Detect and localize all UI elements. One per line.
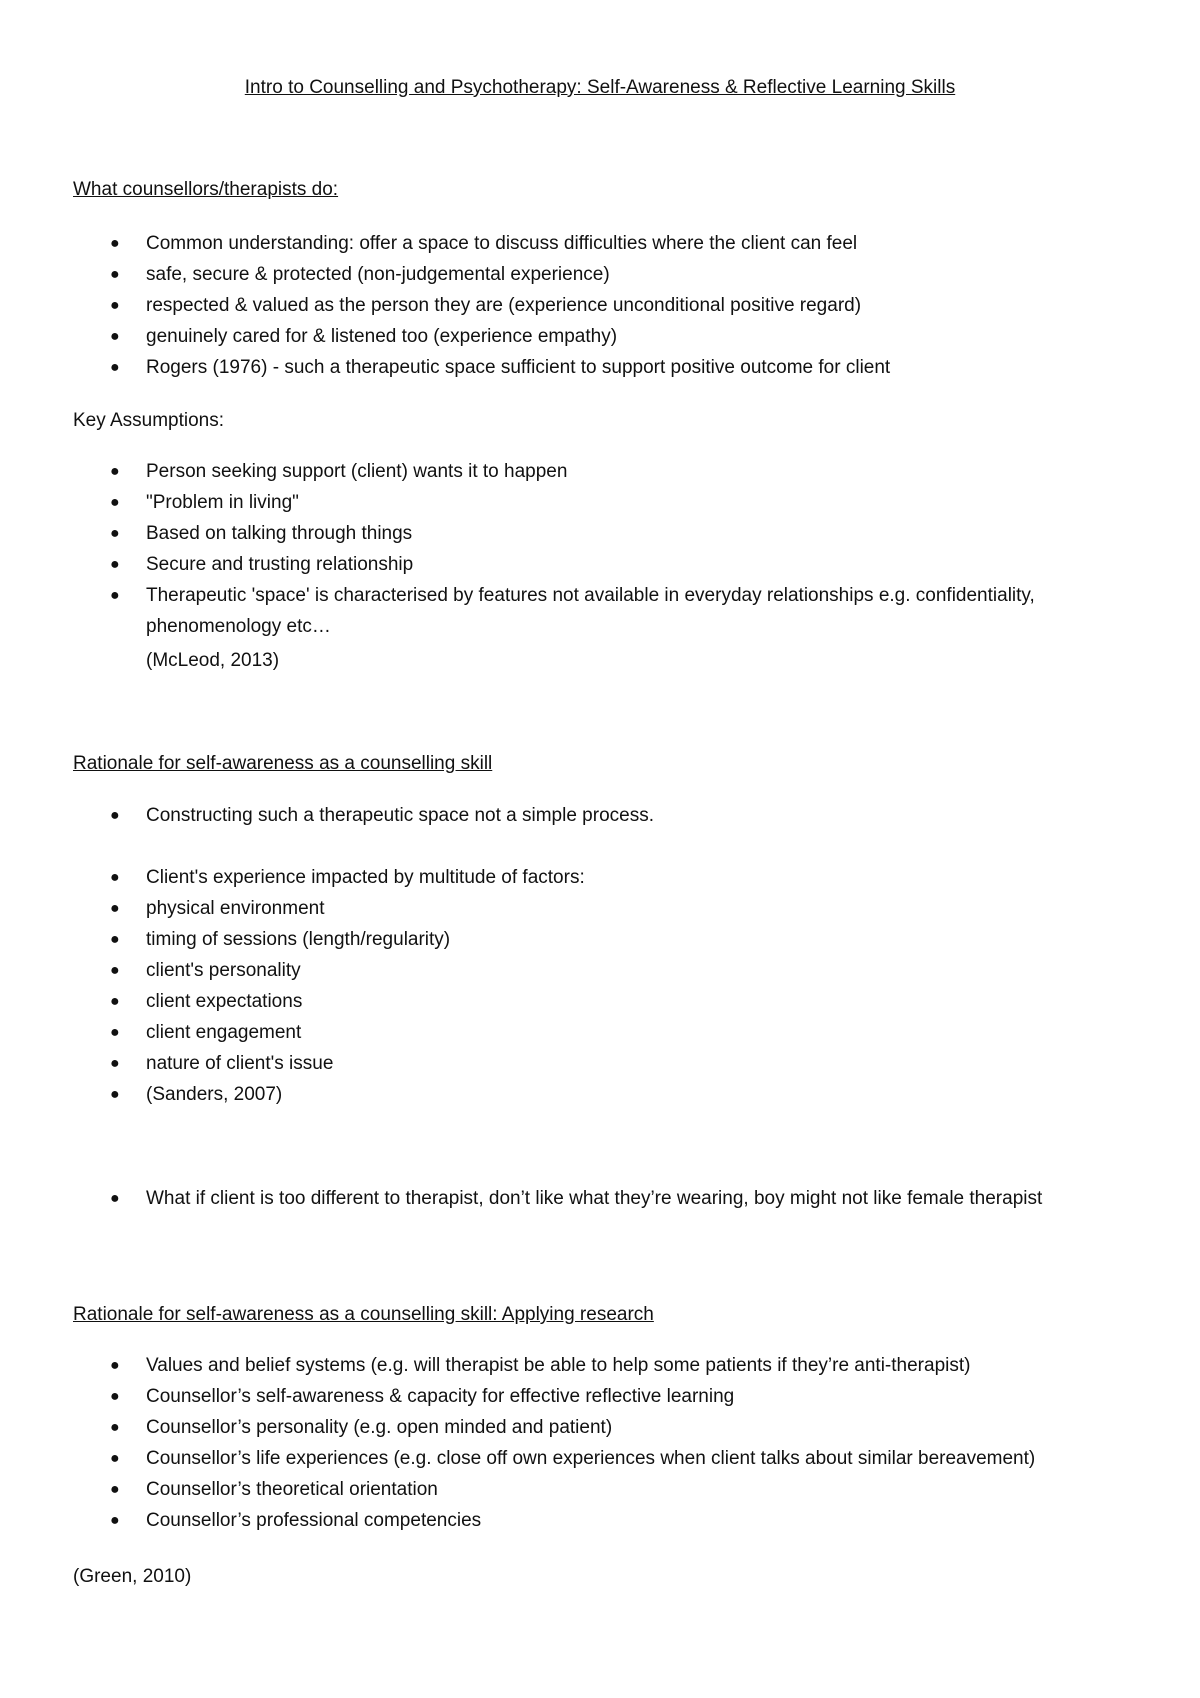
bullet-icon: ● xyxy=(110,556,120,573)
list-item: ● client expectations xyxy=(0,986,1156,1017)
bullet-icon: ● xyxy=(110,1481,120,1498)
citation-mcleod: (McLeod, 2013) xyxy=(146,650,280,671)
bullet-icon: ● xyxy=(110,900,120,917)
list-item: ● Counsellor’s life experiences (e.g. close off own experiences when client talks about similar bereavement) xyxy=(0,1443,1156,1474)
bullet-icon: ● xyxy=(110,1388,120,1405)
list-item: ● Counsellor’s personality (e.g. open minded and patient) xyxy=(0,1412,1156,1443)
list-item: ● Counsellor’s professional competencies xyxy=(0,1505,1156,1536)
list-applying-research xyxy=(0,1350,1156,1536)
list-item: ● Therapeutic 'space' is characterised by features not available in everyday relationships e.g. confidentiality, phenomenology etc… xyxy=(0,580,1106,642)
list-item: ● (Sanders, 2007) xyxy=(0,1079,1156,1110)
bullet-icon: ● xyxy=(110,494,120,511)
list-item: ● Secure and trusting relationship xyxy=(0,549,1156,580)
list-item: ● physical environment xyxy=(0,893,1156,924)
bullet-icon: ● xyxy=(110,931,120,948)
document-title: Intro to Counselling and Psychotherapy: Self-Awareness & Reflective Learning Skills xyxy=(244,77,956,98)
list-item: ● Counsellor’s self-awareness & capacity for effective reflective learning xyxy=(0,1381,1156,1412)
list-item: ● nature of client's issue xyxy=(0,1048,1156,1079)
heading-applying-research: Rationale for self-awareness as a counselling skill: Applying research xyxy=(73,1304,654,1325)
bullet-icon: ● xyxy=(110,1024,120,1041)
list-item: ● Counsellor’s theoretical orientation xyxy=(0,1474,1156,1505)
list-item: ● timing of sessions (length/regularity) xyxy=(0,924,1156,955)
list-rationale-a xyxy=(0,800,1156,831)
bullet-icon: ● xyxy=(110,1190,120,1207)
list-key-assumptions xyxy=(0,456,1156,642)
list-item: ● Person seeking support (client) wants it to happen xyxy=(0,456,1156,487)
bullet-icon: ● xyxy=(110,1450,120,1467)
bullet-icon: ● xyxy=(110,525,120,542)
bullet-icon: ● xyxy=(110,807,120,824)
bullet-icon: ● xyxy=(110,1512,120,1529)
list-item: ● Rogers (1976) - such a therapeutic space sufficient to support positive outcome for client xyxy=(0,352,1156,383)
heading-what-counsellors-do: What counsellors/therapists do: xyxy=(73,179,339,200)
heading-rationale: Rationale for self-awareness as a counselling skill xyxy=(73,753,493,774)
bullet-icon: ● xyxy=(110,1419,120,1436)
list-item: ● Values and belief systems (e.g. will therapist be able to help some patients if they’re anti-therapist) xyxy=(0,1350,1156,1381)
bullet-icon: ● xyxy=(110,993,120,1010)
list-item: ● client engagement xyxy=(0,1017,1156,1048)
bullet-icon: ● xyxy=(110,266,120,283)
list-item: ● Common understanding: offer a space to discuss difficulties where the client can feel xyxy=(0,228,1156,259)
list-item: ● respected & valued as the person they are (experience unconditional positive regard) xyxy=(0,290,1156,321)
list-item: ● Constructing such a therapeutic space not a simple process. xyxy=(0,800,1156,831)
bullet-icon: ● xyxy=(110,1055,120,1072)
citation-green: (Green, 2010) xyxy=(73,1566,192,1587)
list-item: ● safe, secure & protected (non-judgemental experience) xyxy=(0,259,1156,290)
bullet-icon: ● xyxy=(110,1357,120,1374)
list-what-counsellors-do xyxy=(0,228,1156,383)
list-rationale-b xyxy=(0,862,1156,1110)
bullet-icon: ● xyxy=(110,297,120,314)
list-item: ● Client's experience impacted by multitude of factors: xyxy=(0,862,1156,893)
bullet-icon: ● xyxy=(110,359,120,376)
list-item: ● What if client is too different to therapist, don’t like what they’re wearing, boy might not like female therapist xyxy=(0,1183,1066,1214)
bullet-icon: ● xyxy=(110,1086,120,1103)
list-item: ● genuinely cared for & listened too (experience empathy) xyxy=(0,321,1156,352)
bullet-icon: ● xyxy=(110,235,120,252)
list-item: ● "Problem in living" xyxy=(0,487,1156,518)
bullet-icon: ● xyxy=(110,587,120,604)
bullet-icon: ● xyxy=(110,869,120,886)
bullet-icon: ● xyxy=(110,328,120,345)
bullet-icon: ● xyxy=(110,962,120,979)
heading-key-assumptions: Key Assumptions: xyxy=(73,410,225,431)
list-item: ● client's personality xyxy=(0,955,1156,986)
list-item: ● Based on talking through things xyxy=(0,518,1156,549)
list-rationale-c xyxy=(0,1183,1066,1214)
bullet-icon: ● xyxy=(110,463,120,480)
